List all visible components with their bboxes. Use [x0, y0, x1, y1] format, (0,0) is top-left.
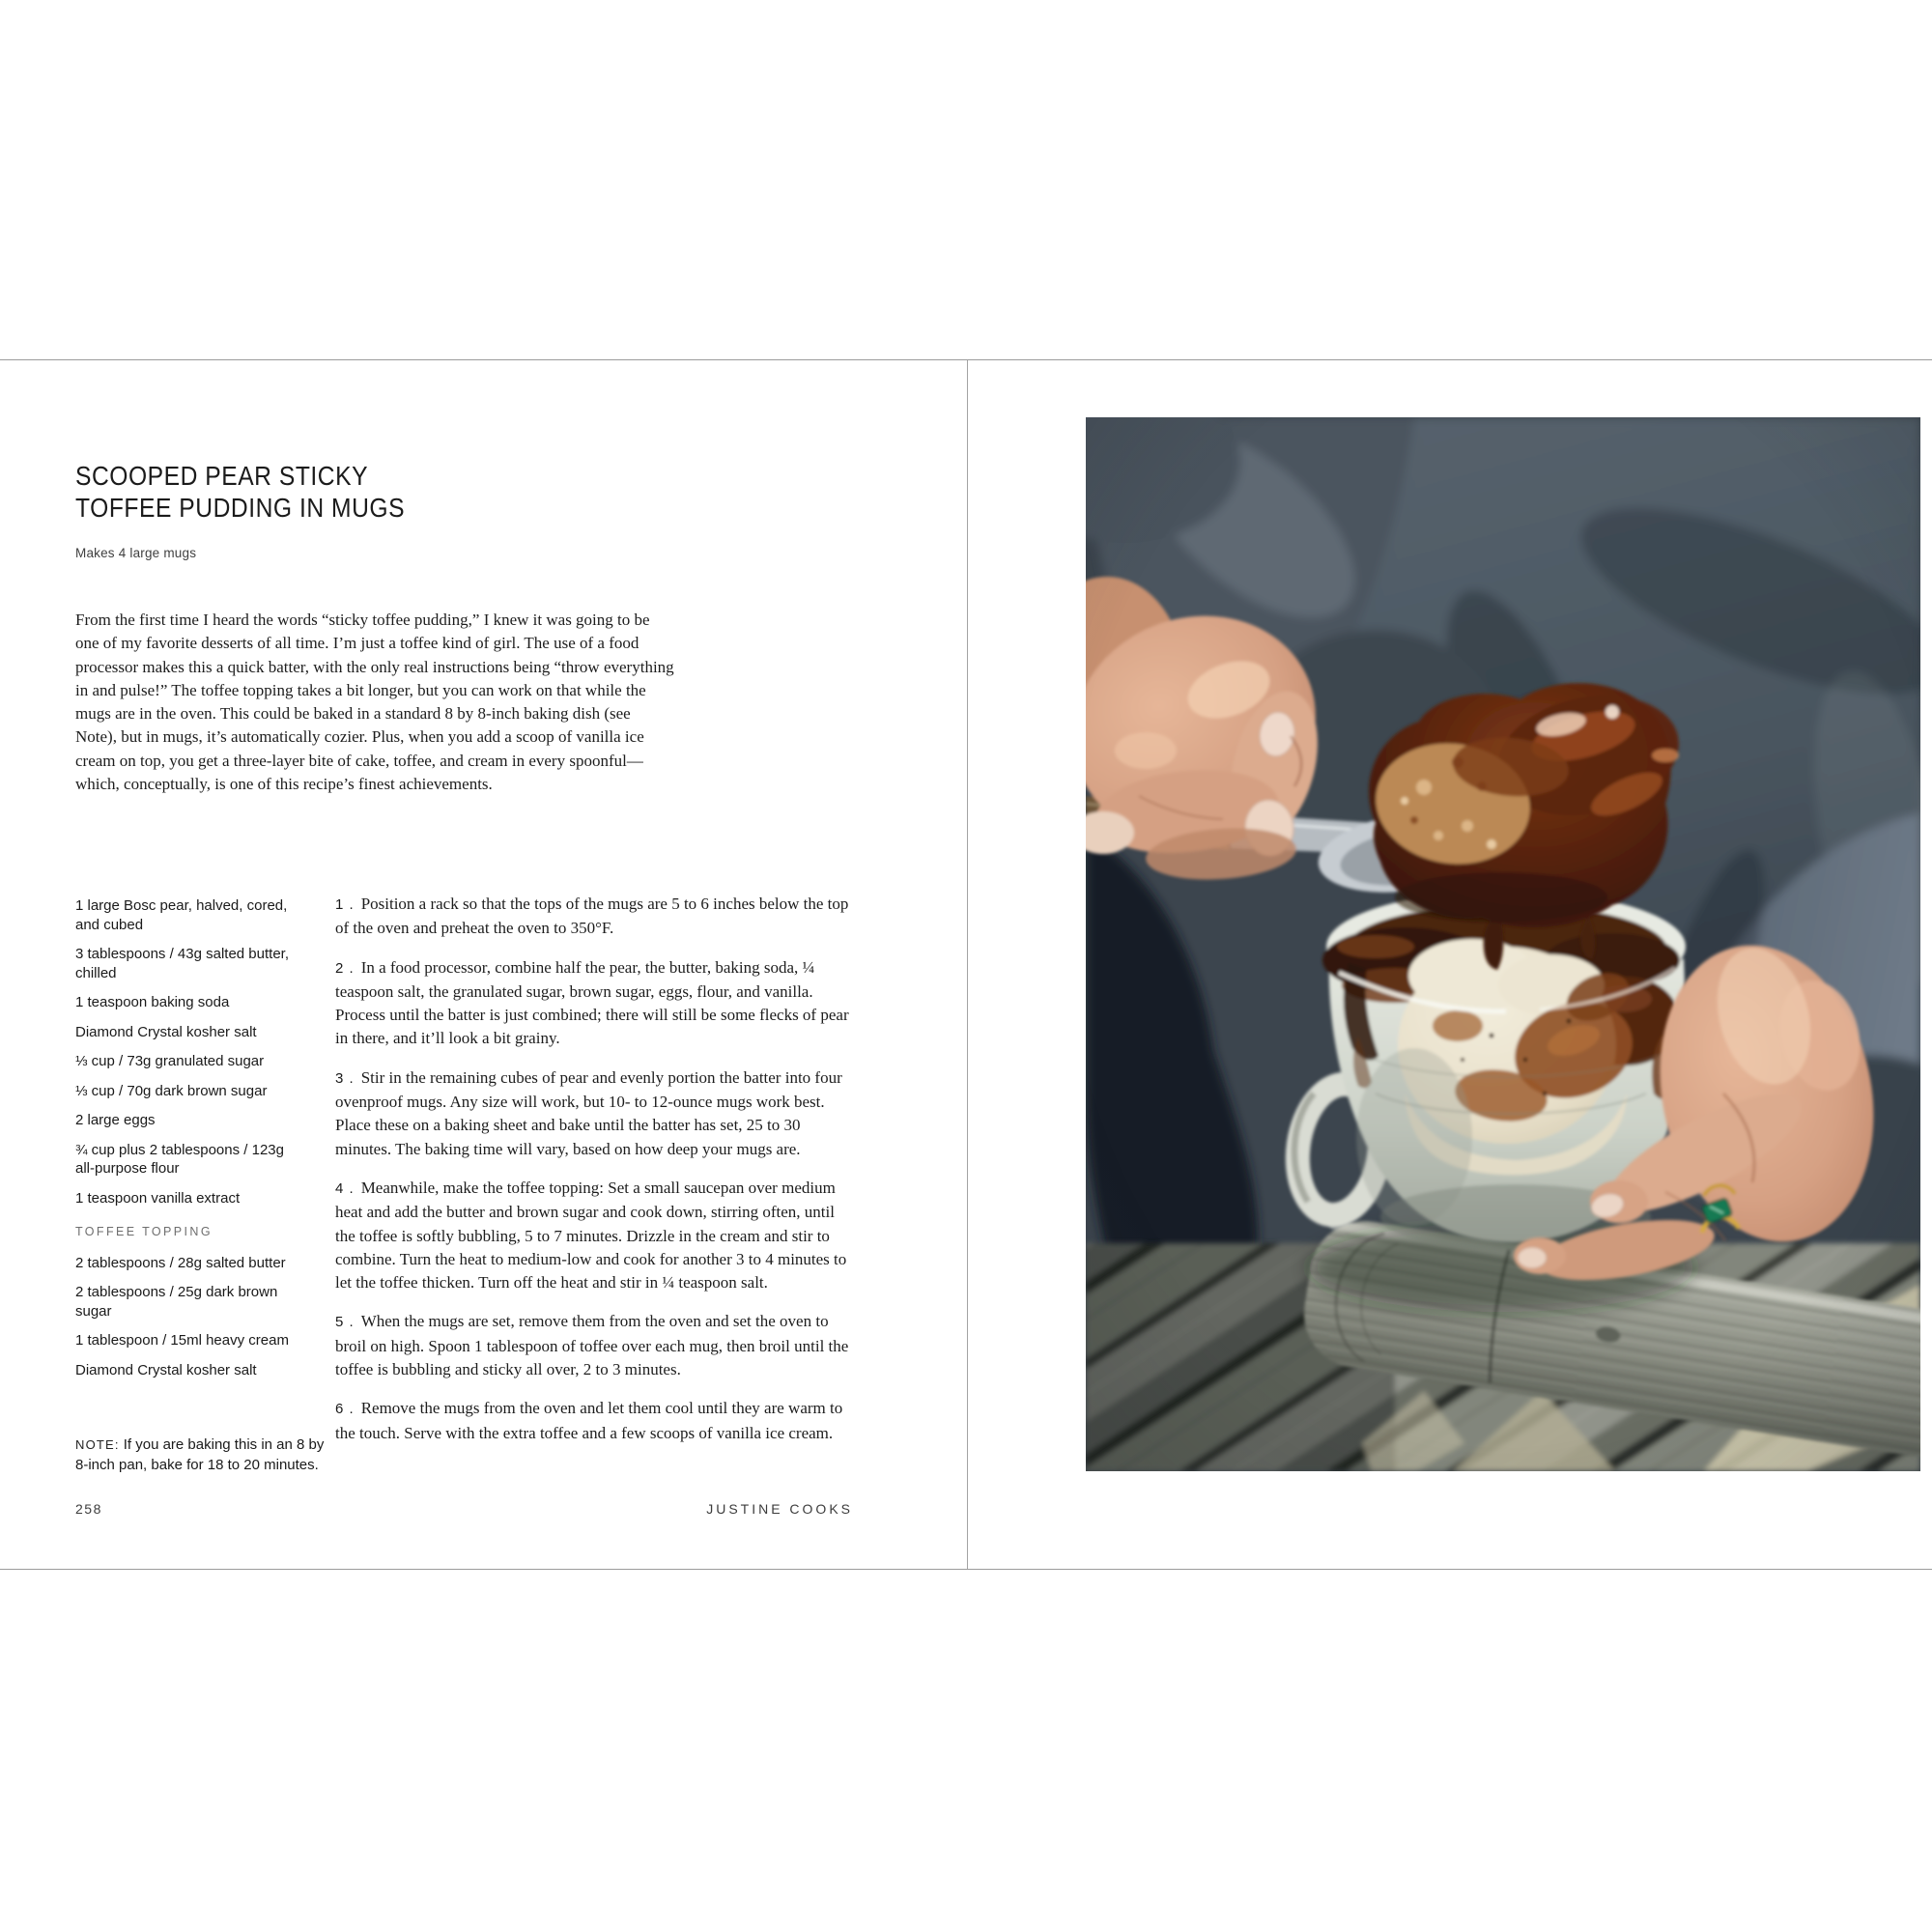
ingredient-list — [75, 896, 299, 1390]
bottom-rule — [0, 1569, 1932, 1570]
ingredient-item: 3 tablespoons / 43g salted butter, chilled — [75, 946, 289, 981]
note-text: If you are baking this in an 8 by 8-inch pan, bake for 18 to 20 minutes. — [75, 1436, 325, 1473]
ingredient-item: ¾ cup plus 2 tablespoons / 123g all-purpose flour — [75, 1141, 284, 1177]
recipe-title — [75, 460, 405, 524]
step-3 — [335, 1066, 853, 1161]
note-label: NOTE: — [75, 1437, 120, 1452]
photo-vignette — [1086, 417, 1920, 1471]
step-number: 2 . — [335, 959, 355, 977]
step-6 — [335, 1397, 853, 1445]
top-rule — [0, 359, 1932, 360]
instruction-steps — [335, 893, 853, 1461]
step-5 — [335, 1310, 853, 1381]
step-number: 1 . — [335, 896, 355, 913]
recipe-title-line1: SCOOPED PEAR STICKY — [75, 461, 369, 491]
recipe-photo — [1086, 417, 1920, 1471]
ingredient-item: 1 teaspoon baking soda — [75, 994, 230, 1010]
step-text: Remove the mugs from the oven and let them cool until they are warm to the touch. Serve with the extra toffee and a few scoops of vanilla ice cream. — [335, 1399, 843, 1442]
step-1 — [335, 893, 853, 941]
recipe-intro: From the first time I heard the words “sticky toffee pudding,” I knew it was going to be one of my favorite desserts of all time. I’m just a toffee kind of girl. The use of a food processor makes this a quick batter, with the only real instructions being “throw everything in and pulse!” The toffee topping takes a bit longer, but you can work on that while the mugs are in the oven. This could be baked in a standard 8 by 8-inch baking dish (see Note), but in mugs, it’s automatically cozier. Plus, when you add a scoop of vanilla ice cream on top, you get a three-layer bite of cake, toffee, and cream in every spoonful—which, conceptually, is one of this recipe’s finest achievements. — [75, 611, 674, 794]
ingredient-item: Diamond Crystal kosher salt — [75, 1023, 257, 1040]
step-text: Meanwhile, make the toffee topping: Set a small saucepan over medium heat and add the butter and brown sugar and cook down, stirring often, until the toffee is softly bubbling, 5 to 7 minutes. Drizzle in the cream and stir to combine. Turn the heat to medium-low and cook for another 3 to 4 minutes to let the toffee thicken. Turn off the heat and stir in ¼ teaspoon salt. — [335, 1178, 847, 1293]
ingredient-item: 2 tablespoons / 28g salted butter — [75, 1254, 286, 1271]
step-2 — [335, 956, 853, 1051]
step-text: Stir in the remaining cubes of pear and evenly portion the batter into four ovenproof mugs. Any size will work, but 10- to 12-ounce mugs work best. Place these on a baking sheet and bake until the batter has set, 25 to 30 minutes. The baking time will vary, based on how deep your mugs are. — [335, 1067, 842, 1158]
recipe-note — [75, 1435, 325, 1475]
ingredient-item: 2 tablespoons / 25g dark brown sugar — [75, 1284, 278, 1320]
step-4 — [335, 1177, 853, 1294]
recipe-photo-illustration — [1086, 417, 1920, 1471]
ingredient-item: ⅓ cup / 70g dark brown sugar — [75, 1082, 268, 1099]
step-number: 6 . — [335, 1401, 355, 1418]
ingredient-item: 1 teaspoon vanilla extract — [75, 1189, 241, 1207]
step-text: Position a rack so that the tops of the mugs are 5 to 6 inches below the top of the oven and preheat the oven to 350°F. — [335, 895, 849, 938]
recipe-title-line2: TOFFEE PUDDING IN MUGS — [75, 493, 406, 523]
running-footer: JUSTINE COOKS — [706, 1501, 853, 1517]
ingredient-item: Diamond Crystal kosher salt — [75, 1361, 257, 1378]
ingredient-item: 2 large eggs — [75, 1112, 156, 1128]
recipe-yield: Makes 4 large mugs — [75, 546, 197, 560]
ingredient-item: 1 tablespoon / 15ml heavy cream — [75, 1332, 289, 1349]
page-divider-rule — [967, 360, 968, 1569]
ingredient-item: 1 large Bosc pear, halved, cored, and cubed — [75, 897, 288, 933]
ingredient-item: ⅓ cup / 73g granulated sugar — [75, 1053, 265, 1069]
page-number: 258 — [75, 1501, 102, 1517]
step-number: 3 . — [335, 1069, 355, 1087]
step-text: When the mugs are set, remove them from the oven and set the oven to broil on high. Spoon 1 tablespoon of toffee over each mug, then broil until the toffee is bubbling and sticky all over, 2 to 3 minutes. — [335, 1312, 849, 1379]
step-number: 4 . — [335, 1179, 355, 1197]
step-text: In a food processor, combine half the pear, the butter, baking soda, ¼ teaspoon salt, the granulated sugar, brown sugar, eggs, flour, and vanilla. Process until the batter is just combined; there will still be some flecks of pear in there, and it’ll look a bit grainy. — [335, 957, 849, 1048]
step-number: 5 . — [335, 1314, 355, 1331]
toffee-topping-header: TOFFEE TOPPING — [75, 1225, 213, 1238]
